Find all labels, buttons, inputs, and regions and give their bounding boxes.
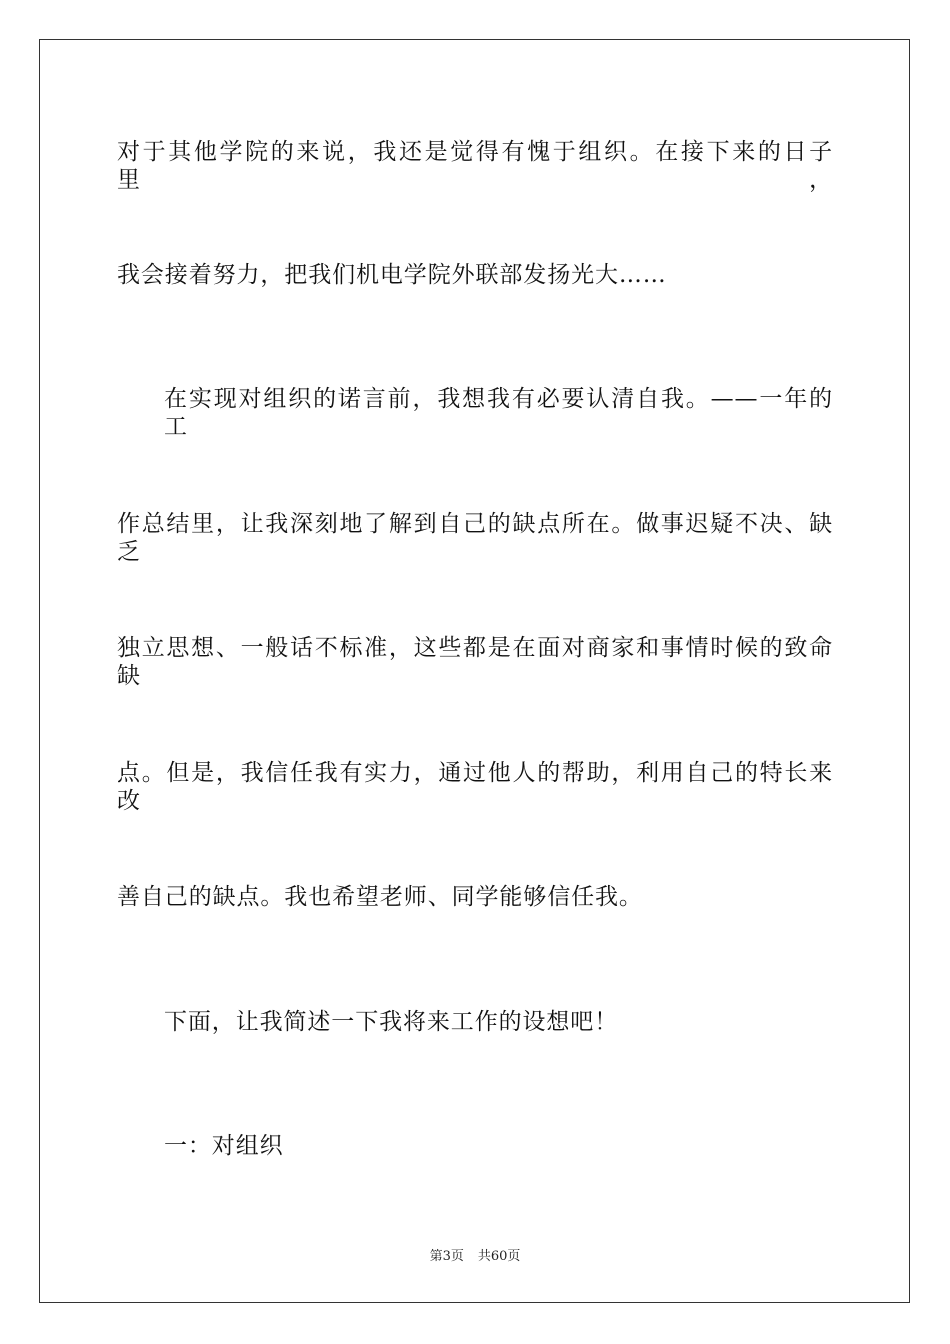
page-footer <box>0 1249 950 1265</box>
section-heading: 一：对组织 <box>164 1133 284 1159</box>
text-line-7: 善自己的缺点。我也希望老师、同学能够信任我。 <box>117 884 643 910</box>
text-line-5: 独立思想、一般话不标准，这些都是在面对商家和事情时候的致命缺 <box>117 635 833 689</box>
page-total: 共60页 <box>477 1249 521 1264</box>
text-line-8: 下面，让我简述一下我将来工作的设想吧！ <box>164 1009 619 1035</box>
text-line-6: 点。但是，我信任我有实力，通过他人的帮助，利用自己的特长来改 <box>117 760 833 814</box>
page-number: 第3页 <box>429 1249 464 1264</box>
text-line-3: 在实现对组织的诺言前，我想我有必要认清自我。——一年的工 <box>164 386 833 440</box>
text-line-4: 作总结里，让我深刻地了解到自己的缺点所在。做事迟疑不决、缺乏 <box>117 511 833 565</box>
text-line-2: 我会接着努力，把我们机电学院外联部发扬光大…… <box>117 262 667 288</box>
text-line-1: 对于其他学院的来说，我还是觉得有愧于组织。在接下来的日子里， <box>117 139 833 193</box>
